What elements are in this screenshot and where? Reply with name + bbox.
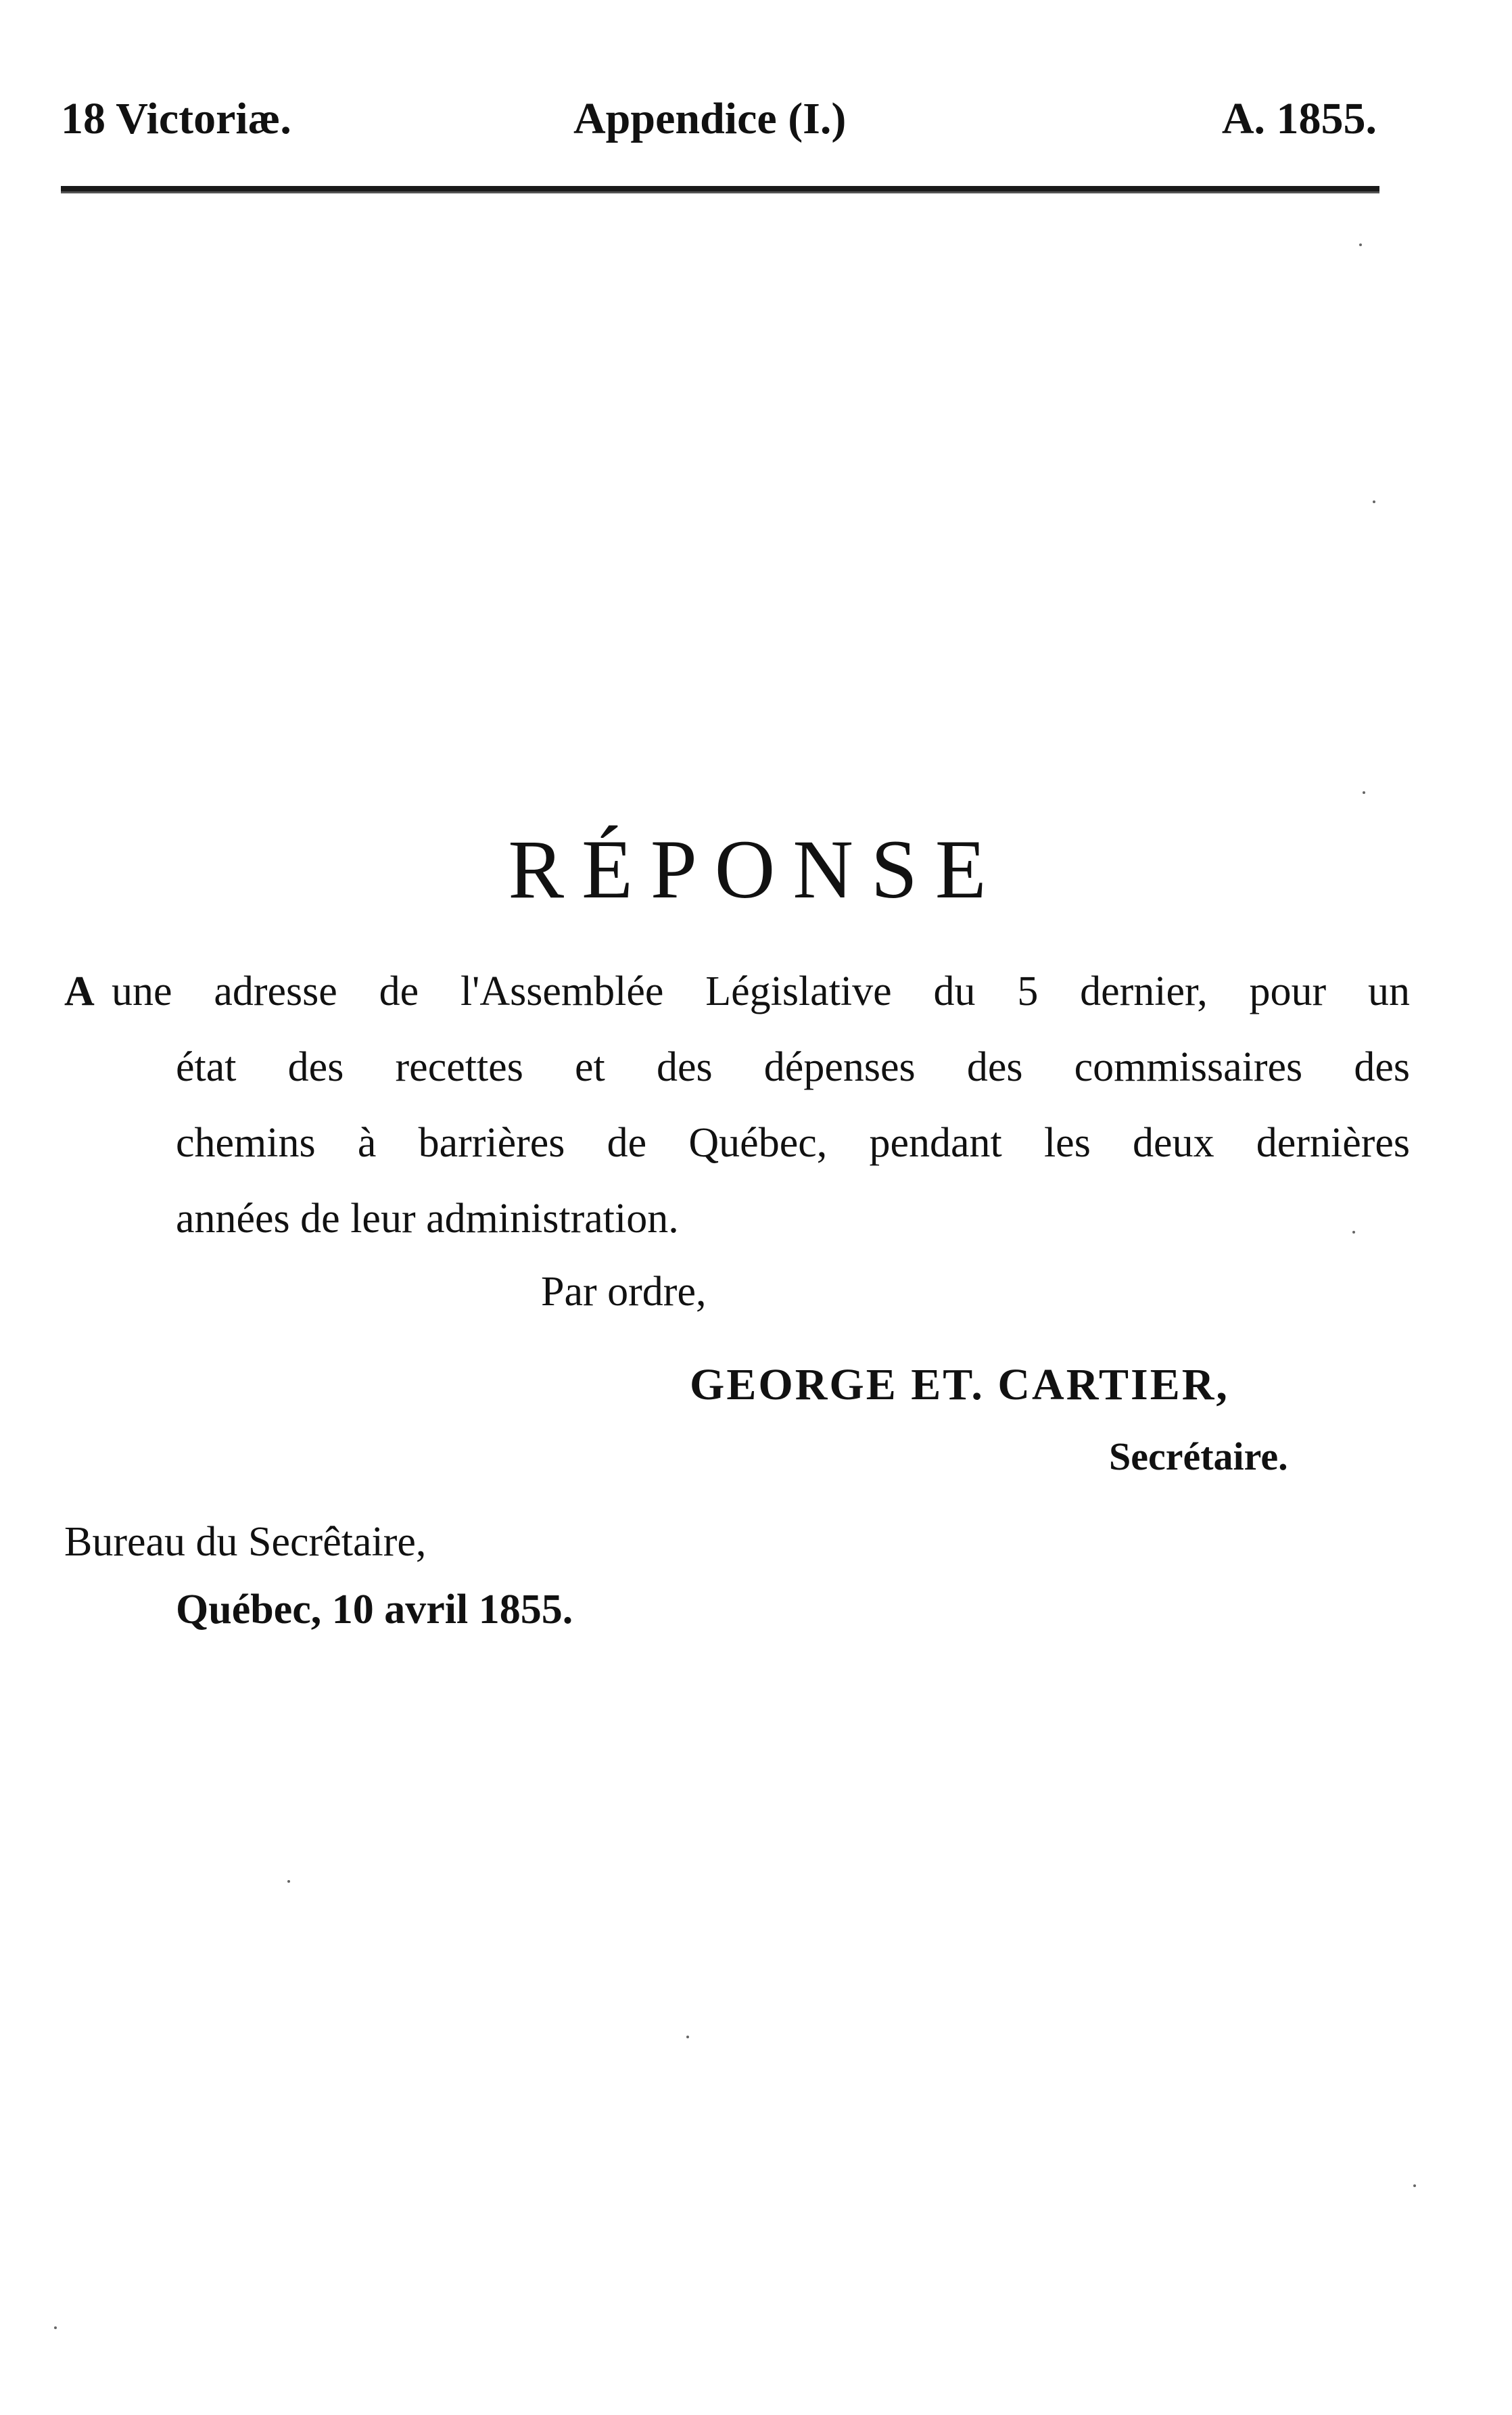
body-line-2: état des recettes et des dépenses des commissaires des (176, 1044, 1410, 1090)
running-header (61, 93, 1377, 147)
header-rule (61, 186, 1379, 193)
paper-speck (1413, 2184, 1416, 2187)
place-date-line: Québec, 10 avril 1855. (176, 1587, 573, 1633)
paper-speck (1363, 791, 1365, 794)
body-line-3: chemins à barrières de Québec, pendant les deux dernières (176, 1120, 1410, 1166)
signer-name: GEORGE ET. CARTIER, (690, 1360, 1229, 1409)
header-year: A. 1855. (1221, 94, 1377, 143)
paper-speck (54, 2326, 57, 2329)
paper-speck (287, 1880, 290, 1883)
by-order-line: Par ordre, (541, 1269, 707, 1315)
header-appendix: Appendice (I.) (573, 94, 847, 143)
paper-speck (1352, 1231, 1355, 1234)
signer-title: Secrétaire. (1109, 1434, 1288, 1478)
body-line-1-text: une adresse de l'Assemblée Législative du 5 dernier, pour un (112, 968, 1410, 1014)
body-paragraph (64, 954, 1410, 1257)
paper-speck (686, 2036, 689, 2038)
paper-speck (1373, 500, 1375, 503)
header-session: 18 Victoriæ. (61, 94, 291, 143)
office-line: Bureau du Secrêtaire, (64, 1519, 427, 1565)
paper-speck (1359, 243, 1362, 246)
body-line-4: années de leur administration. (176, 1196, 679, 1242)
body-lead-letter: A (64, 968, 95, 1014)
body-line-1 (64, 954, 1410, 1029)
document-title: RÉPONSE (508, 823, 1004, 916)
